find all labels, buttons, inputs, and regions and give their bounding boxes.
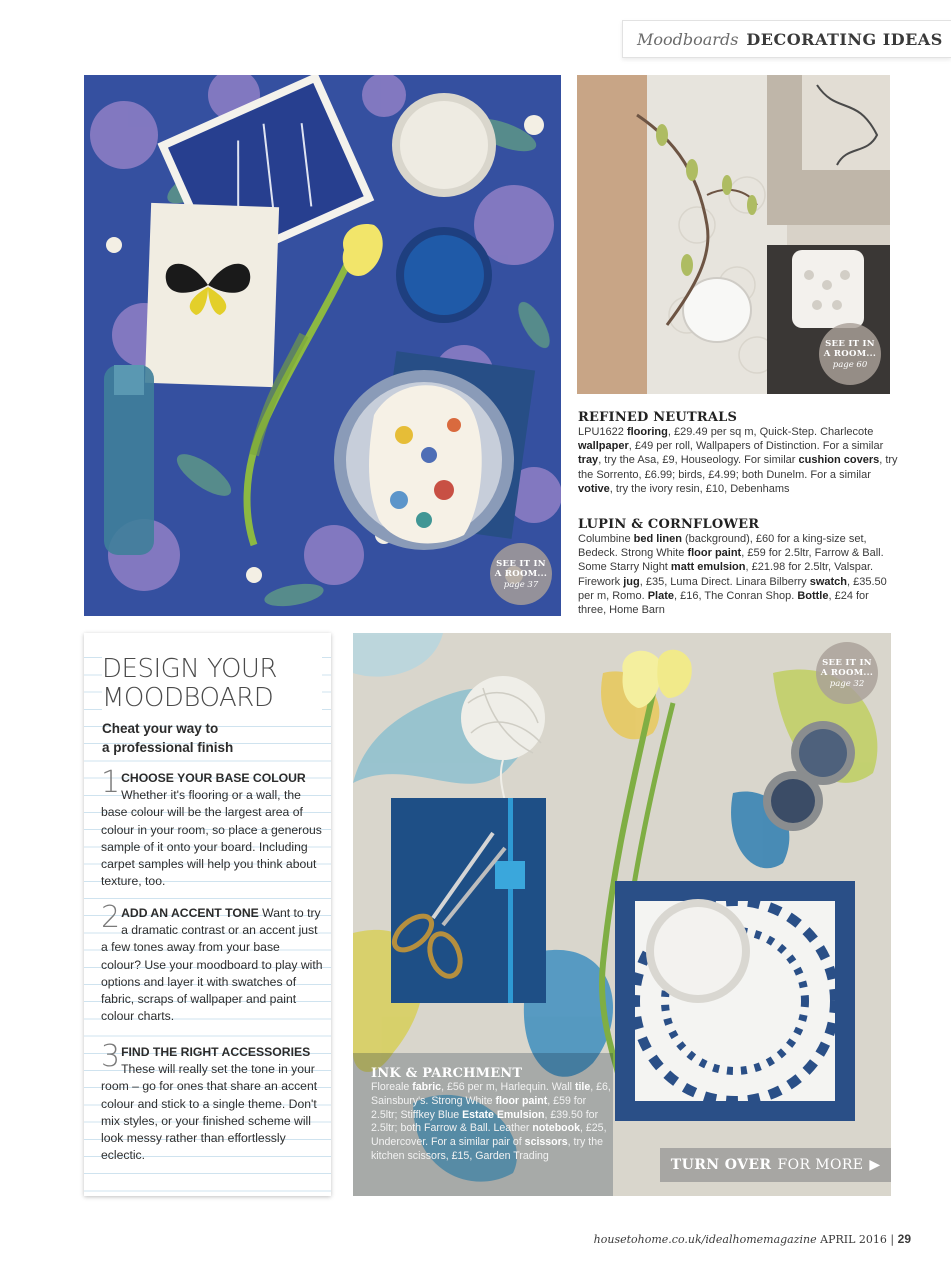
badge-line-1: SEE IT IN: [822, 657, 872, 668]
lupin-cornflower-photo: [84, 75, 561, 616]
caption-body: Columbine bed linen (background), £60 for a king-size set, Bedeck. Strong White floor paint, £59 for 2.5ltr, Farrow & Ball. Some Starry Night matt emulsion, £21.98 for 2.5ltr, Valspar. Firework jug, £35, Luma Direct. Linara Bilberry swatch, £35.50 per m, Romo. Plate, £16, The Conran Shop. Bottle, £24 for three, Home Barn: [578, 533, 887, 617]
caption-body: LPU1622 flooring, £29.49 per sq m, Quick-Step. Charlecote wallpaper, £49 per roll, Wallpapers of Distinction. For a similar tray, try the Asa, £9, Houseology. For similar cushion covers, try the Sorrento, £6.99; birds, £4.99; both Dunelm. For a similar votive, try the ivory resin, £10, Debenhams: [578, 426, 898, 495]
step-number: 2: [101, 900, 121, 935]
step-text: Want to try a dramatic contrast or an accent just a few tones away from your base colour? Use your moodboard to play with options and layer it with swatches of fabric, scraps of wallpaper and paint colour charts.: [101, 906, 323, 1024]
page-number: 29: [897, 1232, 911, 1246]
for-more-label: FOR MORE: [777, 1157, 864, 1173]
step-text: These will really set the tone in your room – go for ones that share an accent colour and stick to a single theme. Don't mix styles, or your finished scheme will look messy rather than effortlessly eclectic.: [101, 1062, 318, 1163]
play-arrow-icon: ▶: [869, 1157, 881, 1173]
step-heading: FIND THE RIGHT ACCESSORIES: [121, 1045, 311, 1059]
turn-over-label: TURN OVER: [670, 1157, 772, 1173]
design-your-moodboard-panel: [84, 633, 331, 1196]
see-it-in-a-room-badge-lupin[interactable]: [490, 543, 552, 605]
badge-line-1: SEE IT IN: [496, 558, 546, 569]
see-it-in-a-room-badge-ink[interactable]: [816, 642, 878, 704]
ink-parchment-caption: [371, 1066, 611, 1164]
section-label: Moodboards: [637, 29, 739, 49]
category-label: DECORATING IDEAS: [746, 29, 943, 49]
lupin-cornflower-caption: [578, 517, 898, 617]
page-footer: [594, 1232, 911, 1246]
badge-line-1: SEE IT IN: [825, 338, 875, 349]
step-number: 3: [101, 1039, 121, 1074]
issue-date: APRIL 2016: [820, 1233, 887, 1246]
panel-title: DESIGN YOUR MOODBOARD: [102, 655, 322, 713]
footer-separator: |: [890, 1233, 895, 1246]
step-item: [101, 765, 323, 890]
caption-title: REFINED NEUTRALS: [578, 410, 738, 425]
step-text: Whether it's flooring or a wall, the base colour will be the largest area of colour in your room, so place a generous sample of it onto your board. Including carpet samples will help you think about texture, too.: [101, 788, 322, 889]
badge-page: page 60: [832, 359, 868, 370]
caption-title: INK & PARCHMENT: [371, 1066, 523, 1081]
section-header-tab: [622, 20, 951, 58]
step-heading: CHOOSE YOUR BASE COLOUR: [121, 771, 306, 785]
step-item: [101, 900, 323, 1025]
badge-line-2: A ROOM...: [823, 348, 877, 359]
badge-page: page 37: [503, 579, 539, 590]
see-it-in-a-room-badge-neutrals[interactable]: [819, 323, 881, 385]
caption-body: Floreale fabric, £56 per m, Harlequin. Wall tile, £6, Sainsbury's. Strong White floor paint, £59 for 2.5ltr; Stiffkey Blue Estate Emulsion, £39.50 for 2.5ltr; both Farrow & Ball. Leather notebook, £25, Undercover. For a similar pair of scissors, try the kitchen scissors, £15, Garden Trading: [371, 1081, 611, 1162]
caption-title: LUPIN & CORNFLOWER: [578, 517, 760, 532]
step-number: 1: [101, 765, 121, 800]
badge-line-2: A ROOM...: [494, 568, 548, 579]
panel-subtitle: Cheat your way to a professional finish: [102, 721, 234, 755]
refined-neutrals-caption: [578, 410, 898, 496]
website-url[interactable]: housetohome.co.uk/idealhomemagazine: [593, 1233, 817, 1246]
step-item: [101, 1039, 323, 1164]
step-heading: ADD AN ACCENT TONE: [121, 906, 259, 920]
badge-page: page 32: [829, 678, 865, 689]
badge-line-2: A ROOM...: [820, 667, 874, 678]
turn-over-for-more-button[interactable]: [660, 1148, 891, 1182]
